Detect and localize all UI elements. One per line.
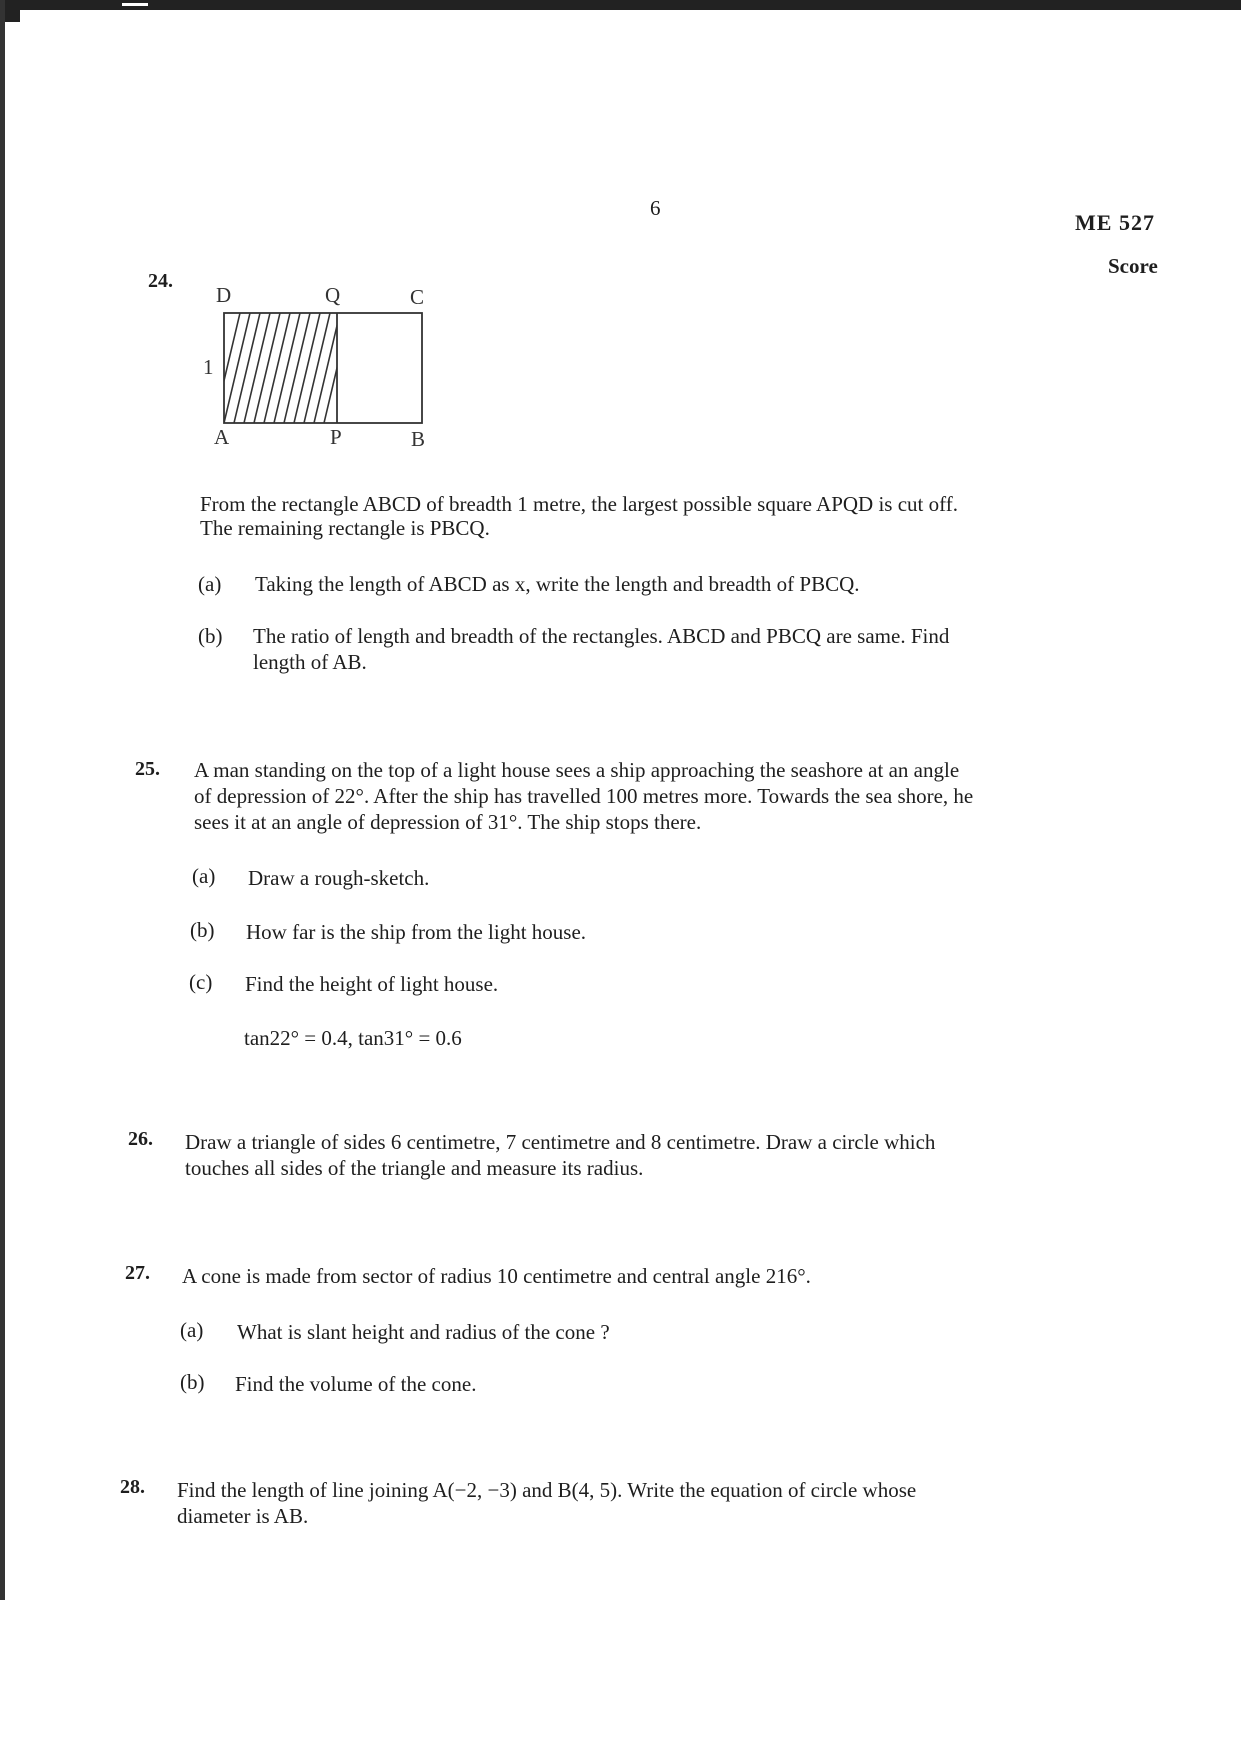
question-25-part-a-label: (a) <box>192 864 216 888</box>
question-28-number: 28. <box>120 1476 145 1498</box>
scan-mark <box>122 3 148 6</box>
question-25-line-2: of depression of 22°. After the ship has travelled 100 metres more. Towards the sea shore, he <box>194 784 974 808</box>
score-column-label: Score <box>1108 254 1158 278</box>
rectangle-abcd-figure <box>200 280 440 460</box>
scan-border-left <box>0 0 5 1600</box>
scan-border-top <box>0 0 1241 10</box>
question-24-number: 24. <box>148 270 173 292</box>
label-c: C <box>410 285 425 309</box>
question-28-line-1: Find the length of line joining A(−2, −3) and B(4, 5). Write the equation of circle whose <box>177 1478 917 1502</box>
page-number: 6 <box>650 196 661 220</box>
square-hatching <box>214 313 350 423</box>
question-27-number: 27. <box>125 1262 150 1284</box>
rectangle-abcd <box>224 313 422 423</box>
question-24-part-b-line-1: The ratio of length and breadth of the rectangles. ABCD and PBCQ are same. Find <box>253 624 950 648</box>
question-25-part-c-label: (c) <box>189 970 213 994</box>
question-24-intro-line-2: The remaining rectangle is PBCQ. <box>200 516 490 540</box>
question-26-number: 26. <box>128 1128 153 1150</box>
question-26-line-2: touches all sides of the triangle and measure its radius. <box>185 1156 644 1180</box>
question-25-number: 25. <box>135 758 160 780</box>
label-b: B <box>411 427 426 451</box>
label-q: Q <box>325 283 341 307</box>
question-27-part-b-label: (b) <box>180 1370 205 1394</box>
question-25-part-b-text: How far is the ship from the light house. <box>246 920 587 944</box>
paper-code: ME 527 <box>1075 210 1155 235</box>
label-side-1: 1 <box>203 355 214 379</box>
question-26-line-1: Draw a triangle of sides 6 centimetre, 7 centimetre and 8 centimetre. Draw a circle which <box>185 1130 936 1154</box>
question-24-part-a-text: Taking the length of ABCD as x, write the length and breadth of PBCQ. <box>255 572 860 596</box>
question-24-part-b-line-2: length of AB. <box>253 650 367 674</box>
question-24-part-a-label: (a) <box>198 572 222 596</box>
question-25-part-c-text: Find the height of light house. <box>245 972 499 996</box>
label-p: P <box>330 425 342 449</box>
question-27-part-b-text: Find the volume of the cone. <box>235 1372 477 1396</box>
question-24-intro-line-1: From the rectangle ABCD of breadth 1 metre, the largest possible square APQD is cut off. <box>200 492 958 516</box>
question-25-line-1: A man standing on the top of a light house sees a ship approaching the seashore at an angle <box>194 758 960 782</box>
question-24-part-b-label: (b) <box>198 624 223 648</box>
label-a: A <box>214 425 230 449</box>
question-27-line-1: A cone is made from sector of radius 10 centimetre and central angle 216°. <box>182 1264 811 1288</box>
question-28-line-2: diameter is AB. <box>177 1504 309 1528</box>
question-25-part-a-text: Draw a rough-sketch. <box>248 866 430 890</box>
label-d: D <box>216 283 232 307</box>
question-25-given-values: tan22° = 0.4, tan31° = 0.6 <box>244 1026 462 1050</box>
question-25-part-b-label: (b) <box>190 918 215 942</box>
question-25-line-3: sees it at an angle of depression of 31°. The ship stops there. <box>194 810 702 834</box>
question-27-part-a-label: (a) <box>180 1318 204 1342</box>
question-27-part-a-text: What is slant height and radius of the cone ? <box>237 1320 610 1344</box>
